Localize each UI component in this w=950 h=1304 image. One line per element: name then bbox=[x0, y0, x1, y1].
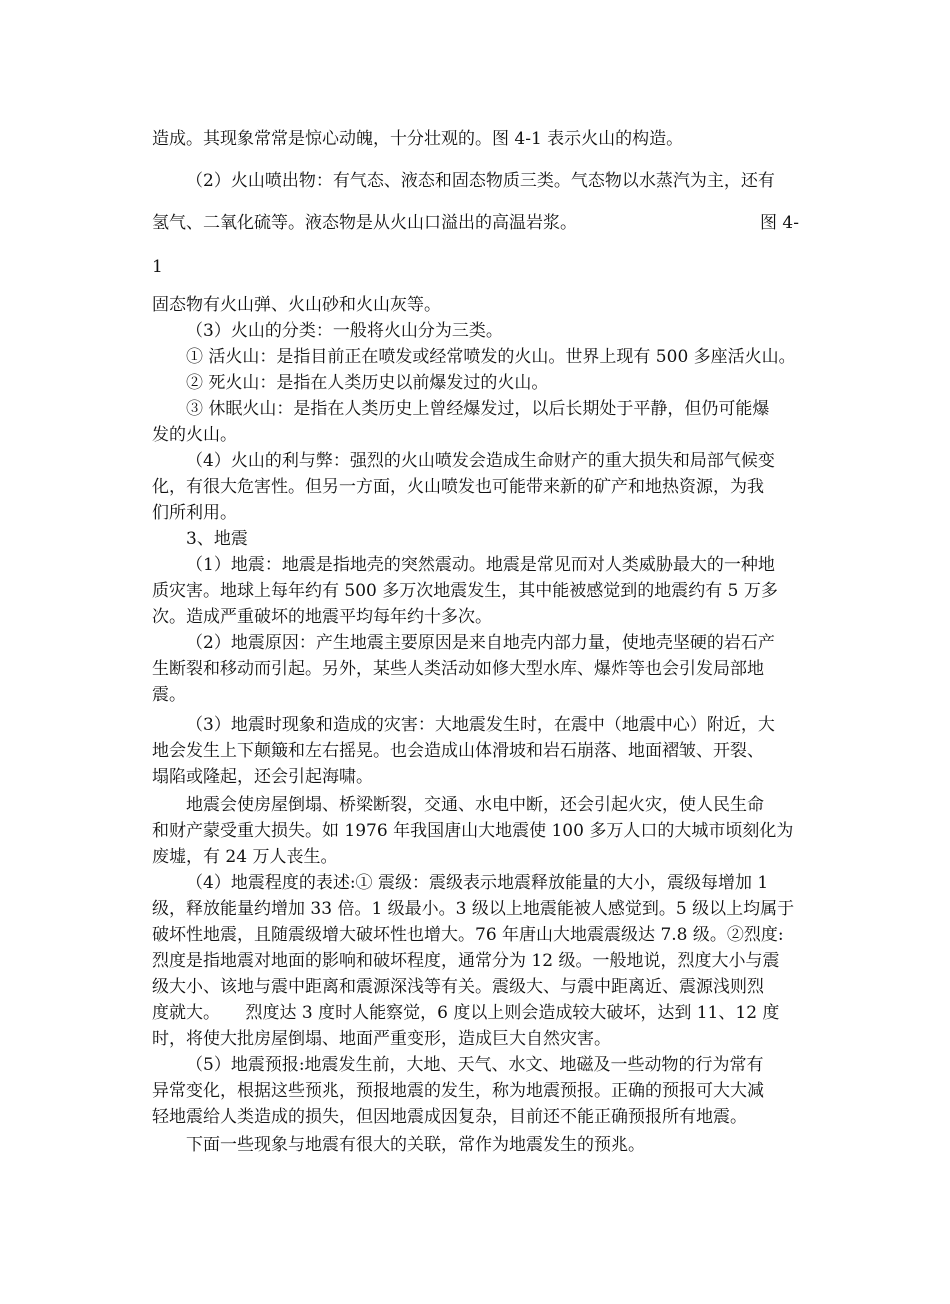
text-line: 地会发生上下颠簸和左右摇晃。也会造成山体滑坡和岩石崩落、地面褶皱、开裂、 bbox=[152, 741, 764, 761]
text-line: ② 死火山：是指在人类历史以前爆发过的火山。 bbox=[186, 373, 549, 393]
text-line: 氢气、二氧化硫等。液态物是从火山口溢出的高温岩浆。 bbox=[152, 213, 577, 233]
text-line: （2）地震原因：产生地震主要原因是来自地壳内部力量，使地壳坚硬的岩石产 bbox=[186, 633, 775, 653]
text-line: （1）地震：地震是指地壳的突然震动。地震是常见而对人类威胁最大的一种地 bbox=[186, 555, 775, 575]
text-line: ① 活火山：是指目前正在喷发或经常喷发的火山。世界上现有 500 多座活火山。 bbox=[186, 347, 796, 367]
section-heading: 3、地震 bbox=[186, 529, 248, 549]
text-line: 地震会使房屋倒塌、桥梁断裂，交通、水电中断，还会引起火灾，使人民生命 bbox=[186, 795, 764, 815]
text-line: 和财产蒙受重大损失。如 1976 年我国唐山大地震使 100 多万人口的大城市顷刻化为 bbox=[152, 821, 794, 841]
figure-label: 图 4- bbox=[760, 213, 799, 233]
text-line: （2）火山喷出物：有气态、液态和固态物质三类。气态物以水蒸汽为主，还有 bbox=[186, 171, 775, 191]
text-line: 烈度是指地震对地面的影响和破坏程度，通常分为 12 级。一般地说，烈度大小与震 bbox=[152, 951, 780, 971]
text-line: 塌陷或隆起，还会引起海啸。 bbox=[152, 767, 373, 787]
text-line: 1 bbox=[152, 257, 163, 277]
text-line: 级大小、该地与震中距离和震源深浅等有关。震级大、与震中距离近、震源浅则烈 bbox=[152, 977, 764, 997]
text-line: （3）火山的分类：一般将火山分为三类。 bbox=[186, 321, 503, 341]
text-line: （4）火山的利与弊：强烈的火山喷发会造成生命财产的重大损失和局部气候变 bbox=[186, 451, 775, 471]
text-line: ③ 休眠火山：是指在人类历史上曾经爆发过，以后长期处于平静，但仍可能爆 bbox=[186, 399, 770, 419]
text-line: （5）地震预报:地震发生前，大地、天气、水文、地磁及一些动物的行为常有 bbox=[186, 1055, 764, 1075]
text-line: 下面一些现象与地震有很大的关联，常作为地震发生的预兆。 bbox=[186, 1135, 645, 1155]
text-line: 们所利用。 bbox=[152, 503, 237, 523]
text-line: （4）地震程度的表述:① 震级：震级表示地震释放能量的大小，震级每增加 1 bbox=[186, 873, 769, 893]
text-line: 生断裂和移动而引起。另外，某些人类活动如修大型水库、爆炸等也会引发局部地 bbox=[152, 659, 764, 679]
text-line: 废墟，有 24 万人丧生。 bbox=[152, 847, 338, 867]
text-line: 次。造成严重破坏的地震平均每年约十多次。 bbox=[152, 607, 492, 627]
text-line: 破坏性地震，且随震级增大破坏性也增大。76 年唐山大地震震级达 7.8 级。②烈度: bbox=[152, 925, 784, 945]
text-line: 震。 bbox=[152, 685, 186, 705]
text-line: 固态物有火山弹、火山砂和火山灰等。 bbox=[152, 295, 441, 315]
text-line: （3）地震时现象和造成的灾害：大地震发生时，在震中（地震中心）附近，大 bbox=[186, 715, 775, 735]
text-line: 造成。其现象常常是惊心动魄，十分壮观的。图 4-1 表示火山的构造。 bbox=[152, 129, 684, 149]
text-line: 度就大。 烈度达 3 度时人能察觉，6 度以上则会造成较大破坏，达到 11、12 度 bbox=[152, 1003, 780, 1023]
text-line: 时，将使大批房屋倒塌、地面严重变形，造成巨大自然灾害。 bbox=[152, 1029, 611, 1049]
text-line: 发的火山。 bbox=[152, 425, 237, 445]
text-line: 质灾害。地球上每年约有 500 多万次地震发生，其中能被感觉到的地震约有 5 万多 bbox=[152, 581, 778, 601]
text-line: 级，释放能量约增加 33 倍。1 级最小。3 级以上地震能被人感觉到。5 级以上均属于 bbox=[152, 899, 795, 919]
text-line: 异常变化，根据这些预兆，预报地震的发生，称为地震预报。正确的预报可大大减 bbox=[152, 1081, 764, 1101]
text-line: 化，有很大危害性。但另一方面，火山喷发也可能带来新的矿产和地热资源，为我 bbox=[152, 477, 764, 497]
text-line: 轻地震给人类造成的损失，但因地震成因复杂，目前还不能正确预报所有地震。 bbox=[152, 1107, 747, 1127]
